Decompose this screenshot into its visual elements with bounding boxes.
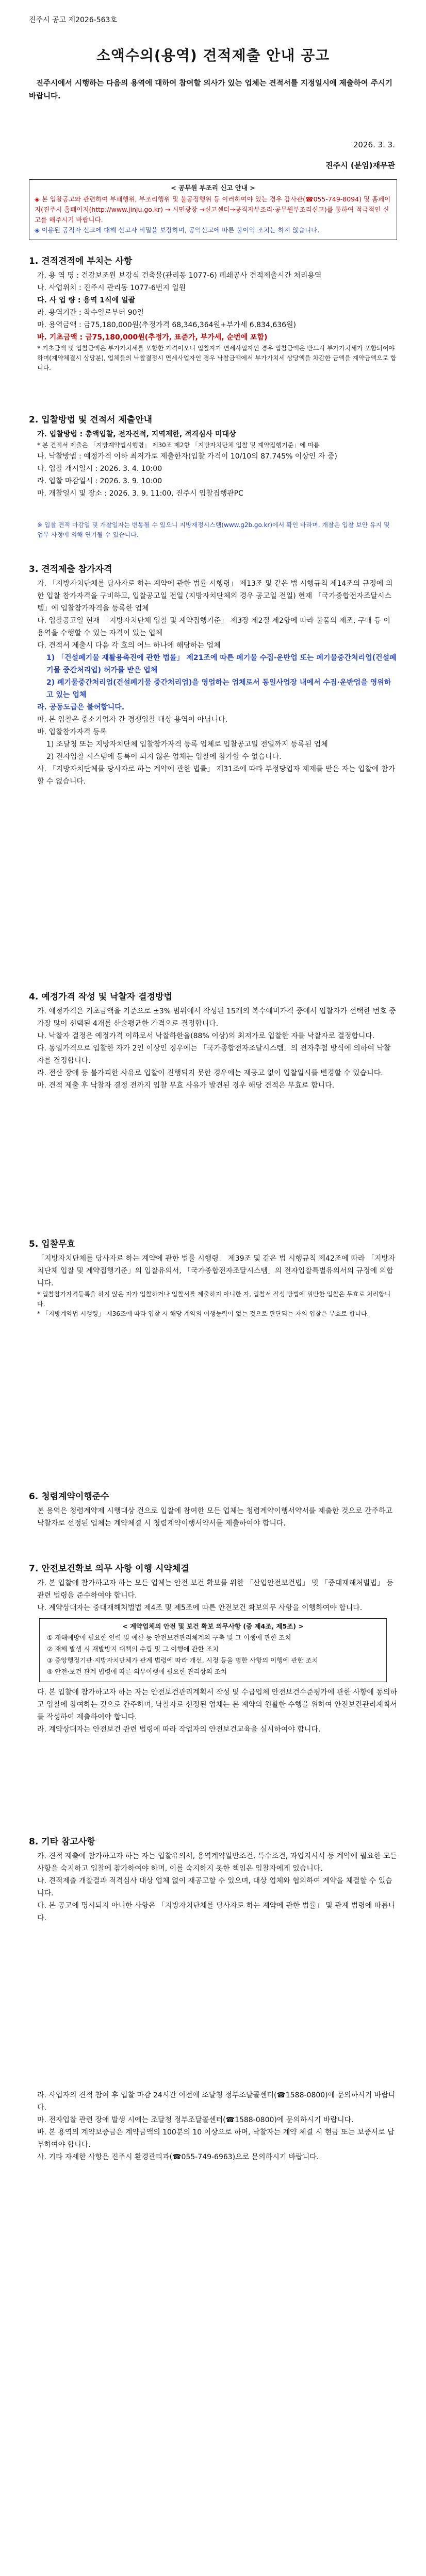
list-item: 라. 전산 장애 등 불가피한 사유로 입찰이 진행되지 못한 경우에는 재공고 없이 입찰일시를 변경할 수 있습니다. — [37, 1069, 383, 1077]
list-item: 바. 입찰참가자격 등록 — [37, 728, 107, 736]
safety-duty-table — [39, 1618, 387, 1682]
list-item: 본 용역은 청렴계약제 시행대상 건으로 입찰에 참여한 모든 업체는 청렴계약이행서약서를 제출한 것으로 간주하고 낙찰자로 선정된 업체는 계약체결 시 청렴계약이행서약서를 제출하여야 합니다. — [37, 1507, 393, 1528]
list-item: 바. 본 용역의 계약보증금은 계약금액의 100분의 10 이상으로 하며, 낙찰자는 계약 체결 시 현금 또는 보증서로 납부하여야 합니다. — [37, 2128, 395, 2149]
section-heading: 1. 견적견적에 부치는 사항 — [29, 256, 133, 266]
list-item: 바. 기초금액 : 금75,180,000원(추정가, 표준가, 부가세, 순번에 포함) — [37, 333, 268, 342]
section-3 — [29, 562, 397, 788]
list-item: 가. 본 입찰에 참가하고자 하는 모든 업체는 안전 보건 확보를 위한 「산업안전보건법」 및 「중대재해처벌법」 등 관련 법령을 준수하여야 합니다. — [37, 1579, 394, 1600]
list-item: 나. 낙찰자 결정은 예정가격 이하로서 낙찰하한율(88% 이상)의 최저가로 입찰한 자를 낙찰자로 결정합니다. — [37, 1032, 375, 1040]
list-item: 가. 「지방자치단체를 당사자로 하는 계약에 관한 법률 시행령」 제13조 및 같은 법 시행규칙 제14조의 규정에 의한 입찰 참가자격을 구비하고, 입찰공고일 전일 (지방자치단체의 경우 공고일 전일) 현재 「국가종합전자조달시스템」에 입찰참가자격을 등록한 업체 — [37, 580, 393, 613]
box-line: ◈ 본 입찰공고와 관련하여 부패행위, 부조리행위 및 불공정행위 등 이러하여야 있는 경우 감사관(☎055-749-8094) 및 홈페이지(진주시 홈페이지(http://www.jinju.go.kr) → 시민광장 →신고센터→공직자부조리·공무원부조리신고)를 통하여 적극적인 신고를 해주시기 바랍니다. — [35, 195, 391, 224]
list-item: 라. 사업자의 견적 참여 후 입찰 마감 24시간 이전에 조달청 정부조달콜센터(☎1588-0800)에 문의하시기 바랍니다. — [37, 2091, 396, 2112]
list-item: 라. 공동도급은 불허합니다. — [37, 703, 125, 711]
section-4 — [29, 989, 397, 1092]
section-7 — [29, 1561, 397, 1736]
list-item: 1) 「건설폐기물 재활용촉진에 관한 법률」 제21조에 따른 폐기물 수집·운반업 또는 폐기물중간처리업(건설폐기물 중간처리업) 허가를 받은 업체 — [46, 654, 397, 674]
list-item: * 본 견적서 제출은 「지방계약법시행령」 제30조 제2항 「지방자치단체 입찰 및 계약집행기준」에 따름 — [37, 442, 320, 449]
list-item: 마. 개찰일시 및 장소 : 2026. 3. 9. 11:00, 진주시 입찰집행관PC — [37, 489, 243, 498]
list-item: 다. 본 입찰에 참가하고자 하는 자는 안전보건관리계획서 작성 및 수급업체 안전보건수준평가에 관한 사항에 동의하고 입찰에 참여하는 것으로 간주하며, 낙찰자로 선정된 업체는 본 계약의 원활한 수행을 위하여 안전보건관리계획서를 작성하여 제출하여야 합니다. — [37, 1688, 397, 1721]
list-item: 다. 사 업 량 : 용역 1식에 일괄 — [37, 296, 136, 304]
section-2 — [29, 412, 397, 540]
list-item: 다. 입찰 개시일시 : 2026. 3. 4. 10:00 — [37, 465, 162, 473]
list-item: 가. 예정가격은 기초금액을 기준으로 ±3% 범위에서 작성된 15개의 복수예비가격 중에서 입찰자가 선택한 번호 중 가장 많이 선택된 4개를 산술평균한 가격으로 결정합니다. — [37, 1007, 396, 1028]
note: * 기초금액 및 입찰금액은 부가가치세를 포함한 가격이오니 입찰자가 면세사업자인 경우 입찰금액은 반드시 부가가치세가 포함되어야 하며(계약체결시 상당분), 업체들의 낙찰결정시 면세사업자인 경우 낙찰금액에서 부가가치세 상당액을 차감한 금액을 계약금액으로 합니다. — [37, 345, 397, 371]
list-item: 사. 기타 자세한 사항은 진주시 환경관리과(☎055-749-6963)으로 문의하시기 바랍니다. — [37, 2153, 319, 2161]
section-8 — [29, 1834, 397, 2163]
table-row: ① 재해예방에 필요한 인력 및 예산 등 안전보건관리체계의 구축 및 그 이행에 관한 조치 — [47, 1634, 291, 1641]
section-heading: 4. 예정가격 작성 및 낙찰자 결정방법 — [29, 992, 172, 1002]
issuer: 진주시 (분임)재무관 — [325, 161, 395, 170]
list-item: 라. 입찰 마감일시 : 2026. 3. 9. 10:00 — [37, 477, 162, 485]
section-heading: 5. 입찰무효 — [29, 1239, 75, 1249]
section-6 — [29, 1489, 397, 1530]
list-item: 나. 사업위치 : 진주시 관리동 1077-6번지 일원 — [37, 284, 186, 292]
list-item: 라. 용역기간 : 착수일로부터 90일 — [37, 309, 144, 317]
list-item: 마. 용역금액 : 금75,180,000원(추정가격 68,346,364원+부가세 6,834,636원) — [37, 321, 297, 329]
table-row: ② 재해 발생 시 재발방지 대책의 수립 및 그 이행에 관한 조치 — [47, 1645, 219, 1653]
section-5 — [29, 1236, 397, 1319]
note: ※ 입찰 견적 마감일 및 개찰일자는 변동될 수 있으니 지방재정시스템(www.g2b.go.kr)에서 확인 바라며, 개찰은 입찰 보안 유지 및 업무 사정에 의해 연기될 수 있습니다. — [37, 521, 390, 538]
list-item: 나. 입찰공고일 현재 「지방자치단체 입찰 및 계약집행기준」 제3장 제2절 제2항에 따라 물품의 제조, 구매 등 이 용역을 수행할 수 있는 자격이 있는 업체 — [37, 617, 390, 637]
list-item: 마. 견적 제출 후 낙찰자 결정 전까지 입찰 무효 사유가 발견된 경우 해당 견적은 무효로 합니다. — [37, 1081, 335, 1090]
list-item: 2) 폐기물중간처리업(건설폐기물 중간처리업)을 영업하는 업체로서 동일사업장 내에서 수집·운반업을 영위하고 있는 업체 — [46, 679, 391, 699]
list-item: * 입찰참가자격등록을 하지 않은 자가 입찰하거나 입찰서를 제출하지 아니한 자, 입찰서 작성 방법에 위반한 입찰은 무효로 처리합니다. — [37, 1291, 391, 1308]
section-heading: 6. 청렴계약이행준수 — [29, 1492, 109, 1502]
section-heading: 3. 견적제출 참가자격 — [29, 564, 112, 574]
section-heading: 7. 안전보건확보 의무 사항 이행 시약체결 — [29, 1564, 189, 1574]
intro-text: 진주시에서 시행하는 다음의 용역에 대하여 참여할 의사가 있는 업체는 견적서를 지정일시에 제출하여 주시기 바랍니다. — [29, 79, 392, 100]
corruption-report-box — [29, 179, 397, 240]
list-item: 「지방자치단체를 당사자로 하는 계약에 관한 법률 시행령」 제39조 및 같은 법 시행규칙 제42조에 따라 「지방자치단체 입찰 및 계약집행기준」의 입찰유의서, 「국가종합전자조달시스템」의 전자입찰특별유의서의 규정에 의합니다. — [37, 1255, 396, 1287]
list-item: 마. 전자입찰 관련 장애 발생 시에는 조달청 정부조달콜센터(☎1588-0800)에 문의하시기 바랍니다. — [37, 2116, 354, 2124]
list-item: 1) 조달청 또는 지방자치단체 입찰참가자격 등록 업체로 입찰공고일 전일까지 등록된 업체 — [46, 740, 328, 749]
list-item: 사. 「지방자치단체를 당사자로 하는 계약에 관한 법률」 제31조에 따라 부정당업자 제재를 받은 자는 입찰에 참가할 수 없습니다. — [37, 765, 396, 786]
list-item: 다. 견적서 제출시 다음 각 호의 어느 하나에 해당하는 업체 — [37, 641, 221, 650]
page-title: 소액수의(용역) 견적제출 안내 공고 — [96, 47, 330, 64]
box-line: ◈ 이용된 공직자 신고에 대해 신고자 비밀을 보장하며, 공익신고에 따른 불이익 조치는 하지 않습니다. — [35, 226, 320, 234]
list-item: 다. 본 공고에 명시되지 아니한 사항은 「지방자치단체를 당사자로 하는 계약에 관한 법률」 및 관계 법령에 따릅니다. — [37, 1902, 396, 1922]
list-item: 나. 낙찰방법 : 예정가격 이하 최저가로 제출한자(입찰 가격이 10/10의 87.745% 이상인 자 중) — [37, 452, 337, 461]
list-item: 라. 계약상대자는 안전보건 관련 법령에 따라 작업자의 안전보건교육을 실시하여야 합니다. — [37, 1725, 321, 1734]
list-item: 가. 견적 제출에 참가하고자 하는 자는 입찰유의서, 용역계약일반조건, 특수조건, 과업지시서 등 계약에 필요한 모든 사항을 숙지하고 입찰에 참가하여야 하며, 이를 숙지하지 못한 책임은 입찰자에게 있습니다. — [37, 1852, 397, 1873]
notice-date: 2026. 3. 3. — [353, 140, 395, 149]
notice-number: 진주시 공고 제2026-563호 — [29, 16, 117, 24]
list-item: * 「지방계약법 시행령」 제36조에 따라 입찰 시 해당 계약의 이행능력이 없는 것으로 판단되는 자의 입찰은 무효로 합니다. — [37, 1310, 369, 1317]
list-item: 가. 용 역 명 : 건강보조원 보강식 건축물(관리동 1077-6) 폐쇄공사 견적제출시간 처리용역 — [37, 272, 322, 280]
list-item: 마. 본 입찰은 중소기업자 간 경쟁입찰 대상 용역이 아닙니다. — [37, 716, 228, 724]
section-1 — [29, 253, 397, 373]
section-heading: 8. 기타 참고사항 — [29, 1837, 95, 1847]
list-item: 2) 전자입찰 시스템에 등록이 되지 않은 업체는 입찰에 참가할 수 없습니다. — [46, 753, 282, 761]
table-row: ④ 안전·보건 관계 법령에 따른 의무이행에 필요한 관리상의 조치 — [47, 1668, 227, 1675]
list-item: 가. 입찰방법 : 총액입찰, 전자견적, 지역제한, 적격심사 미대상 — [37, 430, 236, 438]
list-item: 나. 견적제출 개찰결과 적격심사 대상 업체 없이 재공고할 수 있으며, 대상 업체와 협의하여 계약을 체결할 수 있습니다. — [37, 1877, 392, 1897]
list-item: 나. 계약상대자는 중대재해처벌법 제4조 및 제5조에 따른 안전보건 확보의무 사항을 이행하여야 합니다. — [37, 1604, 363, 1612]
list-item: 다. 동일가격으로 입찰한 자가 2인 이상인 경우에는 「국가종합전자조달시스템」의 전자추첨 방식에 의하여 낙찰자를 결정합니다. — [37, 1044, 391, 1065]
table-row: ③ 중앙행정기관·지방자치단체가 관계 법령에 따라 개선, 시정 등을 명한 사항의 이행에 관한 조치 — [47, 1656, 318, 1664]
section-heading: 2. 입찰방법 및 견적서 제출안내 — [29, 415, 153, 425]
table-title: < 계약업체의 안전 및 보건 확보 의무사항 (중 제4조, 제5조) > — [122, 1622, 304, 1630]
box-title: < 공무원 부조리 신고 안내 > — [171, 184, 255, 192]
